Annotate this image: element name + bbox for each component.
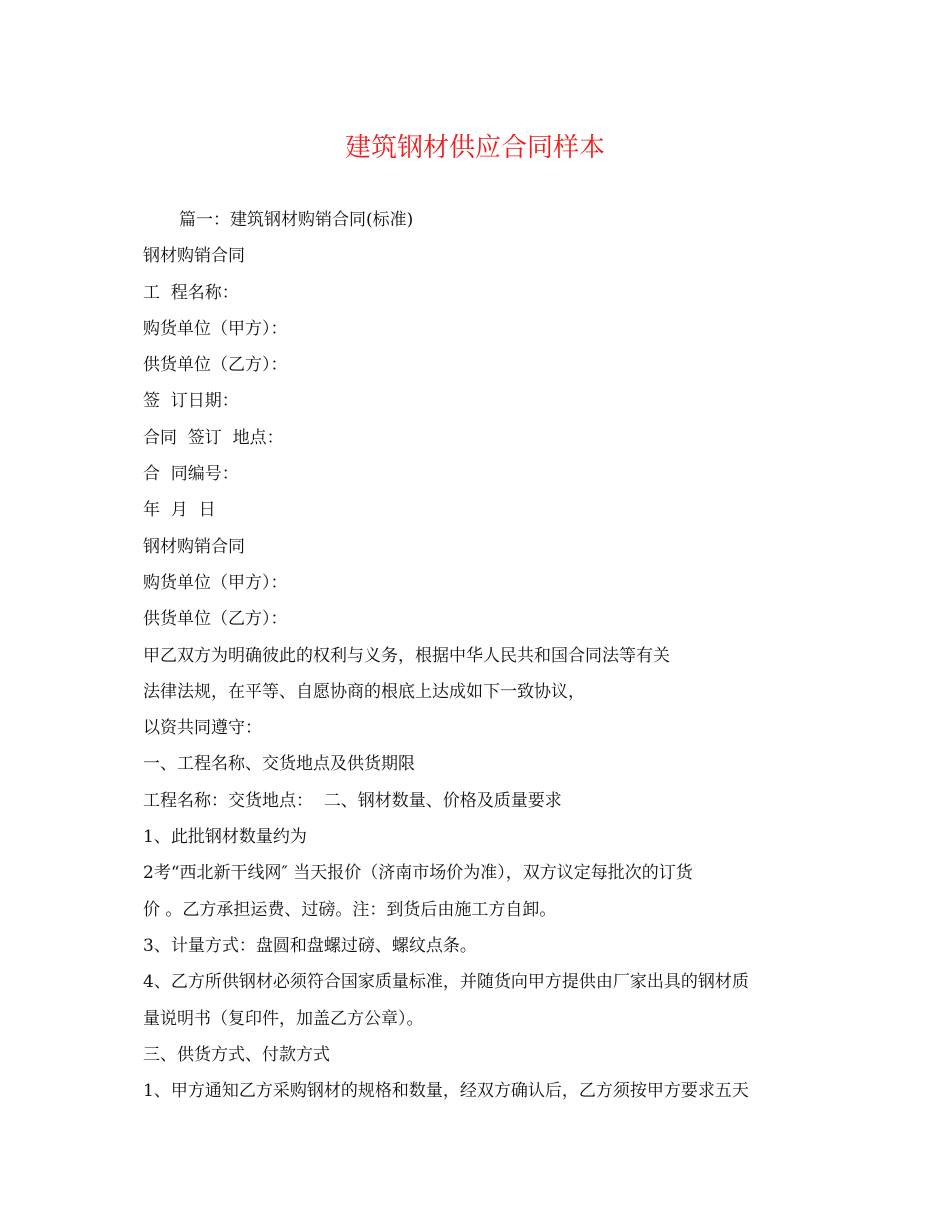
field-date: 年 月 日 bbox=[143, 500, 216, 521]
field-supplier-2: 供货单位（乙方）： bbox=[143, 609, 288, 630]
contract-name: 钢材购销合同 bbox=[143, 246, 245, 267]
paragraph-line: 甲乙双方为明确彼此的权利与义务，根据中华人民共和国合同法等有关 bbox=[143, 645, 670, 666]
field-buyer-2: 购货单位（甲方）： bbox=[143, 572, 288, 593]
document-title: 建筑钢材供应合同样本 bbox=[344, 133, 605, 163]
paragraph-line: 4、乙方所供钢材必须符合国家质量标准，并随货向甲方提供由厂家出具的钢材质 bbox=[143, 972, 749, 993]
contract-name-2: 钢材购销合同 bbox=[143, 536, 245, 557]
paragraph-line: 以资共同遵守： bbox=[143, 718, 262, 739]
clause-heading-1: 一、工程名称、交货地点及供货期限 bbox=[143, 754, 415, 775]
paragraph-line: 法律法规，在平等、自愿协商的根底上达成如下一致协议， bbox=[143, 681, 585, 702]
field-supplier: 供货单位（乙方）： bbox=[143, 355, 288, 376]
section-heading: 篇一：建筑钢材购销合同(标准) bbox=[179, 210, 414, 230]
paragraph-line: 1、此批钢材数量约为 bbox=[143, 827, 307, 848]
paragraph-line: 量说明书（复印件，加盖乙方公章）。 bbox=[143, 1008, 424, 1029]
paragraph-line: 价 。乙方承担运费、过磅。注：到货后由施工方自卸。 bbox=[143, 899, 557, 920]
paragraph-line: 3、计量方式：盘圆和盘螺过磅、螺纹点条。 bbox=[143, 935, 477, 956]
field-buyer: 购货单位（甲方）： bbox=[143, 318, 288, 339]
field-sign-date: 签 订日期： bbox=[143, 391, 239, 412]
paragraph-line: 2考“西北新干线网″ 当天报价（济南市场价为准），双方议定每批次的订货 bbox=[143, 863, 693, 884]
field-sign-place: 合同 签订 地点： bbox=[143, 427, 284, 448]
field-project-name: 工 程名称： bbox=[143, 282, 239, 303]
document-body bbox=[143, 202, 823, 1109]
field-contract-number: 合 同编号： bbox=[143, 464, 239, 485]
paragraph-line: 工程名称：交货地点： 二、钢材数量、价格及质量要求 bbox=[143, 790, 562, 811]
paragraph-line: 1、甲方通知乙方采购钢材的规格和数量，经双方确认后，乙方须按甲方要求五天 bbox=[143, 1081, 749, 1102]
clause-heading-3: 三、供货方式、付款方式 bbox=[143, 1044, 330, 1065]
